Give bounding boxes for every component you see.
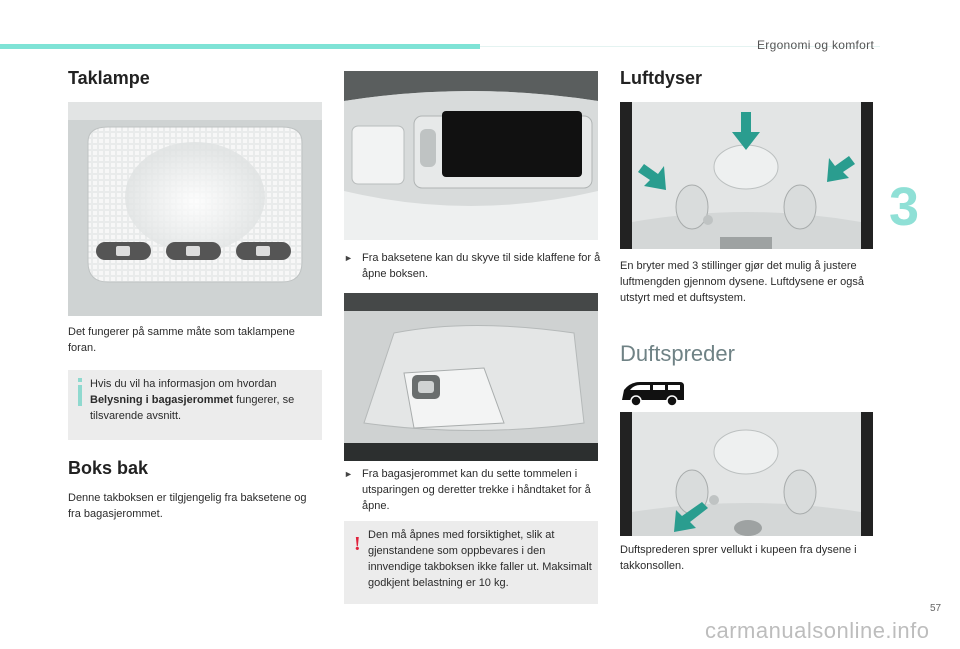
luftdyser-heading: Luftdyser — [620, 68, 703, 88]
info-icon — [78, 378, 82, 406]
taklampe-description: Det fungerer på samme måte som taklampene foran. — [68, 326, 295, 354]
warning-text: Den må åpnes med forsiktighet, slik at gjenstandene som oppbevares i den innvendige takboksen ikke faller ut. Maksimalt godkjent belastning er 10 kg. — [368, 529, 592, 589]
bullet-rear-seats-text: Fra baksetene kan du skyve til side klaffene for å åpne boksen. — [362, 252, 601, 280]
bullet-luggage-text: Fra bagasjerommet kan du sette tommelen i utsparingen og deretter trekke i håndtaket for å åpne. — [362, 468, 591, 512]
duftspreder-description: Duftsprederen sprer vellukt i kupeen fra dysene i takkonsollen. — [620, 544, 857, 572]
info-text — [90, 376, 316, 424]
bullet-luggage — [344, 466, 616, 514]
info-text-part1: Hvis du vil ha informasjon om hvordan — [90, 378, 277, 390]
section-title: Ergonomi og komfort — [757, 38, 875, 52]
boks-bak-heading: Boks bak — [68, 458, 149, 478]
info-text-part2: fungerer, se tilsvarende avsnitt. — [90, 394, 295, 422]
warning-box — [344, 521, 598, 604]
warning-icon: ! — [354, 533, 361, 555]
header-accent-bar — [0, 44, 480, 49]
info-text-bold: Belysning i bagasjerommet — [90, 394, 234, 406]
duftspreder-heading: Duftspreder — [620, 341, 735, 366]
fragrance-diffuser-illustration — [620, 412, 873, 536]
van-icon — [620, 378, 686, 408]
boks-bak-description: Denne takboksen er tilgjengelig fra baksetene og fra bagasjerommet. — [68, 492, 307, 520]
rear-box-luggage-illustration — [344, 293, 598, 461]
info-box — [68, 370, 322, 440]
rear-box-front-illustration — [344, 71, 598, 240]
air-vents-illustration — [620, 102, 873, 249]
triangle-bullet-icon: ► — [344, 253, 353, 263]
bullet-rear-seats — [344, 250, 616, 282]
taklampe-heading: Taklampe — [68, 68, 150, 88]
chapter-number: 3 — [889, 177, 920, 237]
luftdyser-description: En bryter med 3 stillinger gjør det mulig å justere luftmengden gjennom dysene. Luftdysene er også utstyrt med et duftsystem. — [620, 260, 864, 304]
watermark: carmanualsonline.info — [705, 618, 930, 643]
page-number: 57 — [930, 603, 942, 614]
ceiling-lamp-illustration — [68, 102, 322, 316]
triangle-bullet-icon: ► — [344, 469, 353, 479]
